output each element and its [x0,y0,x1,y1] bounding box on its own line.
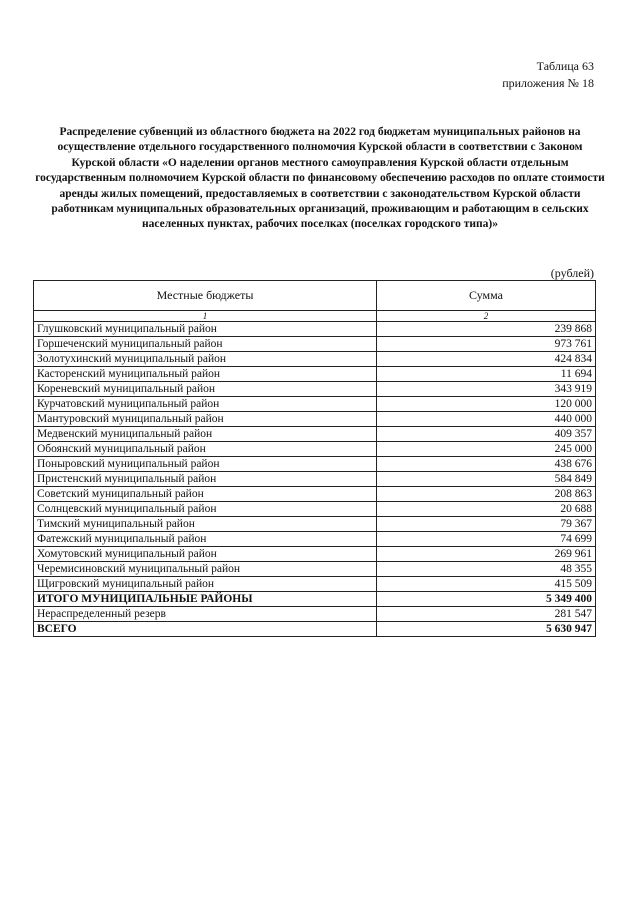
budget-name-cell: Горшеченский муниципальный район [34,337,377,352]
table-row [34,457,596,472]
document-header [502,58,594,92]
table-row [34,337,596,352]
budget-sum-cell: 440 000 [377,412,596,427]
table-row [34,367,596,382]
budget-sum-cell: 584 849 [377,472,596,487]
table-row [34,427,596,442]
table-row [34,577,596,592]
budget-name-cell: Кореневский муниципальный район [34,382,377,397]
budget-sum-cell: 438 676 [377,457,596,472]
table-row [34,622,596,637]
budget-name-cell: Щигровский муниципальный район [34,577,377,592]
budget-sum-cell: 424 834 [377,352,596,367]
table-row [34,322,596,337]
budget-sum-cell: 5 349 400 [377,592,596,607]
budget-name-cell: Курчатовский муниципальный район [34,397,377,412]
table-row [34,562,596,577]
budget-sum-cell: 120 000 [377,397,596,412]
table-row [34,412,596,427]
table-row [34,442,596,457]
budget-name-cell: Мантуровский муниципальный район [34,412,377,427]
budget-name-cell: Касторенский муниципальный район [34,367,377,382]
budget-sum-cell: 245 000 [377,442,596,457]
table-row [34,382,596,397]
budget-sum-cell: 409 357 [377,427,596,442]
unit-label: (рублей) [550,266,594,280]
table-label: Таблица 63 [536,59,594,73]
budget-table [33,280,596,637]
budget-name-cell: Глушковский муниципальный район [34,322,377,337]
table-row [34,607,596,622]
budget-name-cell: Тимский муниципальный район [34,517,377,532]
table-row [34,532,596,547]
budget-name-cell: ИТОГО МУНИЦИПАЛЬНЫЕ РАЙОНЫ [34,592,377,607]
budget-sum-cell: 415 509 [377,577,596,592]
table-row [34,352,596,367]
budget-sum-cell: 343 919 [377,382,596,397]
column-number-1: 1 [34,311,377,322]
budget-sum-cell: 48 355 [377,562,596,577]
table-row [34,592,596,607]
budget-sum-cell: 239 868 [377,322,596,337]
column-header-budgets: Местные бюджеты [34,281,377,311]
budget-sum-cell: 5 630 947 [377,622,596,637]
budget-sum-cell: 11 694 [377,367,596,382]
budget-sum-cell: 208 863 [377,487,596,502]
column-header-sum: Сумма [377,281,596,311]
budget-name-cell: Черемисиновский муниципальный район [34,562,377,577]
table-row [34,397,596,412]
budget-name-cell: Советский муниципальный район [34,487,377,502]
budget-name-cell: Медвенский муниципальный район [34,427,377,442]
budget-name-cell: Пристенский муниципальный район [34,472,377,487]
table-row [34,472,596,487]
budget-name-cell: Фатежский муниципальный район [34,532,377,547]
budget-name-cell: Хомутовский муниципальный район [34,547,377,562]
table-row [34,547,596,562]
budget-sum-cell: 281 547 [377,607,596,622]
budget-sum-cell: 20 688 [377,502,596,517]
appendix-label: приложения № 18 [502,76,594,90]
budget-name-cell: ВСЕГО [34,622,377,637]
table-body [34,322,596,637]
budget-name-cell: Нераспределенный резерв [34,607,377,622]
budget-sum-cell: 269 961 [377,547,596,562]
budget-name-cell: Обоянский муниципальный район [34,442,377,457]
budget-sum-cell: 79 367 [377,517,596,532]
table-row [34,517,596,532]
budget-sum-cell: 973 761 [377,337,596,352]
column-number-2: 2 [377,311,596,322]
table-row [34,502,596,517]
budget-sum-cell: 74 699 [377,532,596,547]
budget-name-cell: Солнцевский муниципальный район [34,502,377,517]
table-row [34,487,596,502]
budget-name-cell: Поныровский муниципальный район [34,457,377,472]
document-title: Распределение субвенций из областного бюджета на 2022 год бюджетам муниципальных районов на осуществление отдельного государственного полномочия Курской области в соответствии с Законом Курской области «О наделении органов местного самоуправления Курской области отдельным государственным полномочием Курской области по финансовому обеспечению расходов по оплате стоимости аренды жилых помещений, предоставляемых в соответствии с законодательством Курской области работникам муниципальных образовательных организаций, проживающим и работающим в сельских населенных пунктах, рабочих поселках (поселках городского типа)» [35,126,605,231]
budget-name-cell: Золотухинский муниципальный район [34,352,377,367]
